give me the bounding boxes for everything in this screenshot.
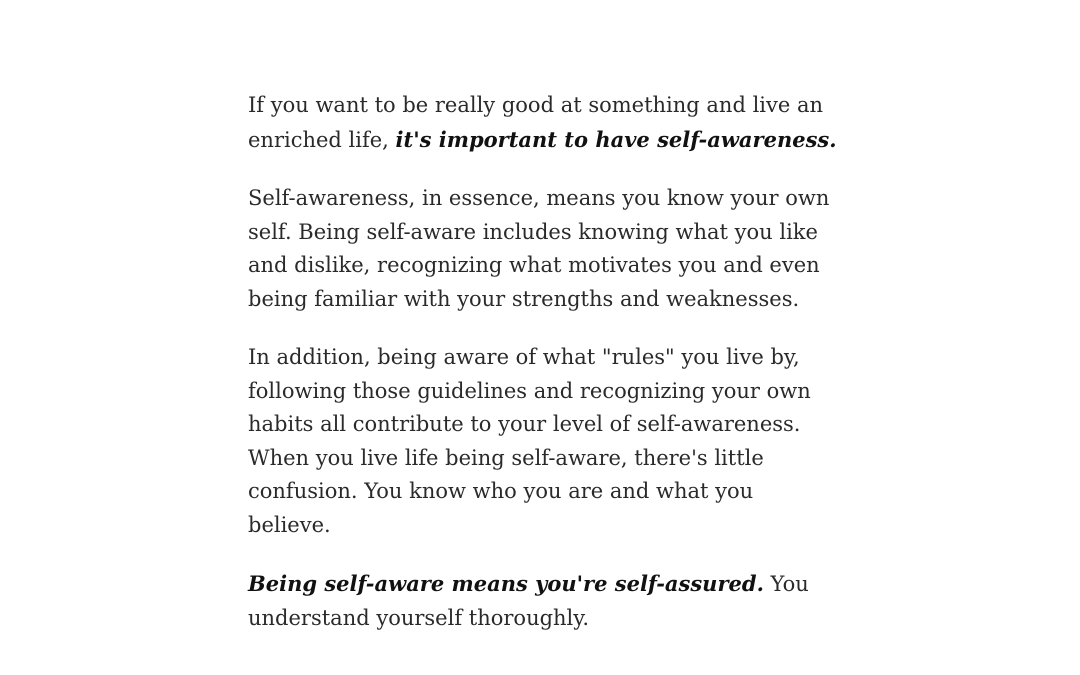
paragraph-4 [248,567,838,635]
paragraph-1-lead: If you want to be really good at something and live an enriched life, [248,93,824,152]
paragraph-2: Self-awareness, in essence, means you know your own self. Being self-aware includes knowing what you like and dislike, recognizing what motivates you and even being familiar with your strengths and weaknesses. [248,186,830,311]
paragraph-4-tail: You understand yourself thoroughly. [248,572,809,630]
paragraph-1-emphasis: it's important to have self-awareness. [395,126,837,152]
paragraph-1 [248,89,838,157]
paragraph-3: In addition, being aware of what "rules" you live by, following those guidelines and recognizing your own habits all contribute to your level of self-awareness. When you live life being self-aware, there's little confusion. You know who you are and what you believe. [248,345,811,537]
body-text-column [248,89,838,660]
paragraph-4-emphasis: Being self-aware means you're self-assured. [248,571,764,596]
